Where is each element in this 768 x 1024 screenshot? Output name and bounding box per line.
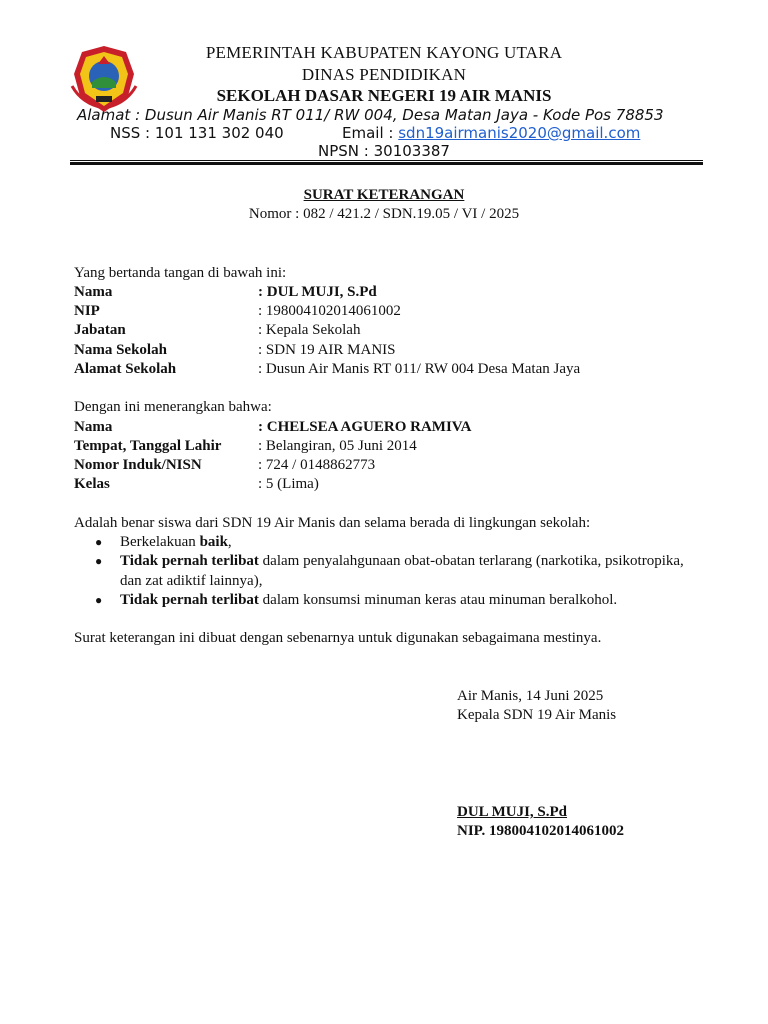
header-divider-thin [70,160,703,161]
bullet-item-behaviour: Berkelakuan baik, [120,534,232,550]
letterhead-npsn: NPSN : 30103387 [318,142,450,160]
bullet-icon: ● [95,554,103,568]
student-nisn-value: : 724 / 0148862773 [258,457,376,473]
student-name-value: : CHELSEA AGUERO RAMIVA [258,419,472,435]
place-date: Air Manis, 14 Juni 2025 [457,688,604,704]
statement-text: Adalah benar siswa dari SDN 19 Air Manis dan selama berada di lingkungan sekolah: [74,515,591,531]
signer-title: Kepala SDN 19 Air Manis [457,707,617,723]
signer-school-value: : SDN 19 AIR MANIS [258,342,396,358]
signer-position-label: Jabatan [74,322,126,338]
intro-student: Dengan ini menerangkan bahwa: [74,399,272,415]
student-class-label: Kelas [74,476,110,492]
letterhead-address: Alamat : Dusun Air Manis RT 011/ RW 004, Desa Matan Jaya - Kode Pos 78853 [77,106,664,124]
student-class-value: : 5 (Lima) [258,476,319,492]
bullet-item-drugs: Tidak pernah terlibat dalam penyalahgunaan obat-obatan terlarang (narkotika, psikotropika, [120,553,684,569]
signer-school-address-value: : Dusun Air Manis RT 011/ RW 004 Desa Matan Jaya [258,361,581,377]
email-label: Email : [342,124,394,142]
signer-nip-value: : 198004102014061002 [258,303,401,319]
signer-position-value: : Kepala Sekolah [258,322,361,338]
letterhead-email [342,124,640,142]
bullet-item-alcohol: Tidak pernah terlibat dalam konsumsi minuman keras atau minuman beralkohol. [120,592,618,608]
student-birth-value: : Belangiran, 05 Juni 2014 [258,438,417,454]
letter-title: SURAT KETERANGAN [303,187,465,203]
signer-school-address-label: Alamat Sekolah [74,361,177,377]
closing-text: Surat keterangan ini dibuat dengan sebenarnya untuk digunakan sebagaimana mestinya. [74,630,602,646]
email-link[interactable]: sdn19airmanis2020@gmail.com [398,124,641,142]
letterhead-government: PEMERINTAH KABUPATEN KAYONG UTARA [205,43,563,62]
letterhead-department: DINAS PENDIDIKAN [301,65,467,84]
letter-number: Nomor : 082 / 421.2 / SDN.19.05 / VI / 2025 [248,206,520,222]
letterhead-school-name: SEKOLAH DASAR NEGERI 19 AIR MANIS [216,86,552,105]
intro-signer: Yang bertanda tangan di bawah ini: [74,265,287,281]
signature-nip: NIP. 198004102014061002 [457,823,624,839]
bullet-item-drugs-continued: dan zat adiktif lainnya), [120,573,263,589]
header-divider-thick [70,162,703,165]
signer-name-label: Nama [74,284,113,300]
signer-school-label: Nama Sekolah [74,342,167,358]
student-nisn-label: Nomor Induk/NISN [74,457,202,473]
bullet-icon: ● [95,593,103,607]
signer-name-value: : DUL MUJI, S.Pd [258,284,377,300]
student-name-label: Nama [74,419,113,435]
bullet-icon: ● [95,535,103,549]
signature-name: DUL MUJI, S.Pd [457,804,568,820]
student-birth-label: Tempat, Tanggal Lahir [74,438,222,454]
letterhead-nss: NSS : 101 131 302 040 [110,124,284,142]
signer-nip-label: NIP [74,303,100,319]
